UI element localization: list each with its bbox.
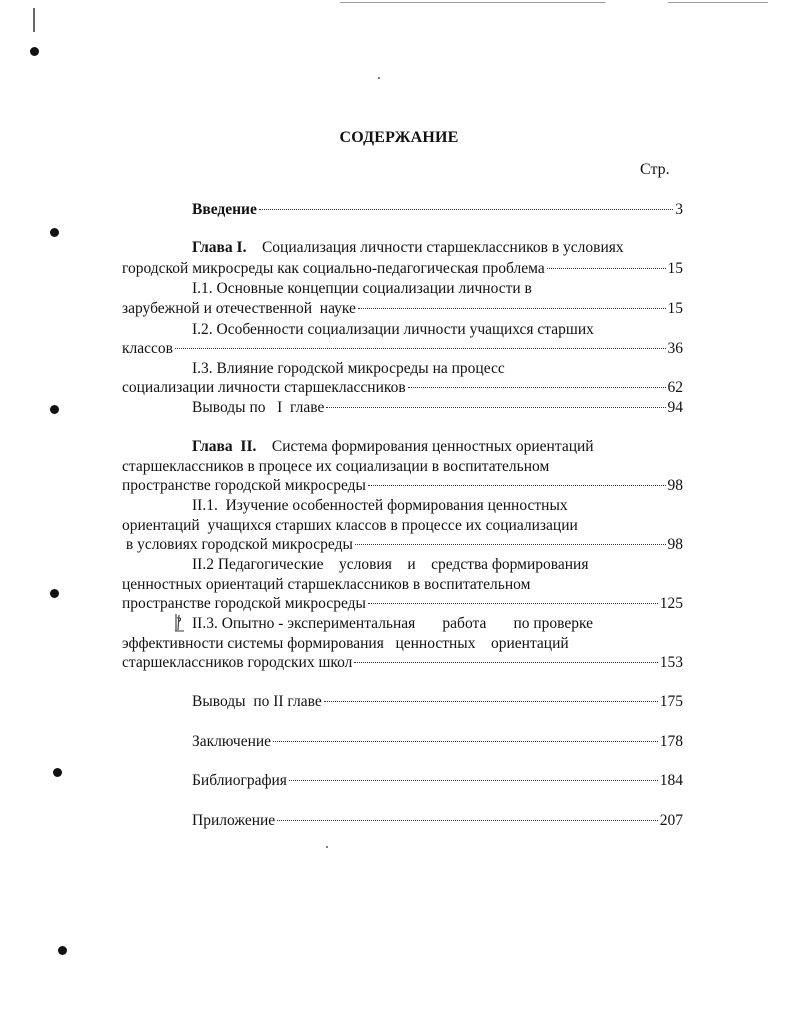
toc-entry-label: Введение — [192, 201, 257, 218]
dot-leader — [324, 701, 658, 702]
page-column-label: Стр. — [640, 161, 670, 178]
toc-page-number: 175 — [659, 693, 683, 710]
toc-section-1-2 — [192, 320, 594, 340]
binding-hole — [50, 228, 59, 237]
toc-entry-conclusion — [192, 732, 683, 752]
chapter-number: Глава I. — [192, 239, 247, 256]
toc-entry-label: Выводы по I главе — [192, 399, 325, 416]
toc-page-number: 98 — [667, 477, 683, 494]
toc-page-number: 98 — [667, 536, 683, 553]
dot-leader — [259, 209, 673, 210]
dot-leader — [273, 741, 658, 742]
scan-speck — [378, 77, 380, 79]
toc-page-number: 62 — [667, 379, 683, 396]
section-title-line: пространстве городской микросреды — [122, 595, 366, 612]
toc-section-1-1-end — [122, 299, 683, 319]
toc-chapter-1-conclusion — [192, 398, 683, 418]
toc-chapter-1-heading — [192, 238, 624, 258]
scan-speck — [326, 846, 328, 848]
dot-leader — [358, 308, 666, 309]
dot-leader — [326, 407, 665, 408]
toc-section-2-3-end — [122, 653, 683, 673]
chapter-number: Глава II. — [192, 438, 257, 455]
toc-entry-intro — [192, 200, 683, 220]
section-title-line: ориентаций учащихся старших классов в процессе их социализации — [122, 517, 578, 534]
toc-page-number: 153 — [659, 654, 683, 671]
dot-leader — [368, 485, 666, 486]
binding-hole — [53, 768, 62, 777]
toc-section-1-3-end — [122, 378, 683, 398]
section-title-line: эффективности системы формирования ценностных ориентаций — [122, 635, 569, 652]
binding-hole — [58, 946, 67, 955]
section-title-line: II.3. Опытно - экспериментальная работа по проверке — [192, 615, 594, 632]
toc-section-2-1-line — [122, 516, 578, 536]
toc-chapter-2-heading-line — [122, 457, 549, 477]
section-title-line: классов — [122, 340, 173, 357]
section-title-line: II.1. Изучение особенностей формирования ценностных — [192, 497, 568, 514]
chapter-title-line: Социализация личности старшеклассников в условиях — [261, 239, 624, 256]
toc-page-number: 184 — [659, 772, 683, 789]
dot-leader — [175, 348, 666, 349]
toc-chapter-1-heading-end — [122, 259, 683, 279]
section-title-line: ценностных ориентаций старшеклассников в воспитательном — [122, 576, 531, 593]
toc-entry-appendix — [192, 811, 683, 831]
toc-page-number: 94 — [667, 399, 683, 416]
toc-entry-label: Приложение — [192, 812, 276, 829]
section-title-line: в условиях городской микросреды — [122, 536, 353, 553]
binding-hole — [50, 405, 59, 414]
dot-leader — [277, 820, 658, 821]
toc-chapter-2-heading — [192, 437, 594, 457]
toc-page-number: 178 — [659, 733, 683, 750]
dot-leader — [547, 268, 666, 269]
toc-page-number: 36 — [667, 340, 683, 357]
binding-hole — [30, 47, 39, 56]
section-title-line: I.3. Влияние городской микросреды на процесс — [192, 360, 505, 377]
toc-section-2-2-end — [122, 594, 683, 614]
toc-chapter-2-conclusion — [192, 692, 683, 712]
toc-page-number: 15 — [667, 300, 683, 317]
toc-entry-label: Заключение — [192, 733, 272, 750]
section-title-line: I.1. Основные концепции социализации личности в — [192, 280, 532, 297]
toc-entry-label: Выводы по II главе — [192, 693, 322, 710]
toc-section-2-3-line — [122, 634, 569, 654]
dot-leader — [289, 780, 658, 781]
section-title-line: I.2. Особенности социализации личности учащихся старших — [192, 321, 594, 338]
binding-hole — [50, 589, 59, 598]
section-title-line: II.2 Педагогические условия и средства формирования — [192, 556, 589, 573]
toc-page-number: 207 — [659, 812, 683, 829]
toc-section-1-1 — [192, 279, 532, 299]
page-title: СОДЕРЖАНИЕ — [339, 129, 459, 146]
section-title-line: социализации личности старшеклассников — [122, 379, 406, 396]
toc-section-1-3 — [192, 359, 505, 379]
dot-leader — [355, 544, 666, 545]
toc-chapter-2-heading-end — [122, 476, 683, 496]
toc-entry-label: Библиография — [192, 772, 287, 789]
scan-top-line — [668, 2, 768, 3]
dot-leader — [408, 387, 666, 388]
dot-leader — [368, 603, 658, 604]
dot-leader — [354, 662, 657, 663]
toc-section-2-1-end — [122, 535, 683, 555]
toc-section-2-2-line — [122, 575, 530, 595]
scan-edge-mark — [33, 8, 35, 32]
toc-entry-bibliography — [192, 771, 683, 791]
chapter-title-line: Система формирования ценностных ориентаций — [271, 438, 594, 455]
handwritten-mark-icon — [173, 612, 185, 634]
scan-top-line — [340, 2, 605, 3]
chapter-title-line: городской микросреды как социально-педагогическая проблема — [122, 260, 545, 277]
toc-page-number: 15 — [667, 260, 683, 277]
toc-section-1-2-end — [122, 339, 683, 359]
chapter-title-line: старшеклассников в процесе их социализации в воспитательном — [122, 458, 550, 475]
toc-page-number: 125 — [659, 595, 683, 612]
section-title-line: зарубежной и отечественной науке — [122, 300, 356, 317]
section-title-line: старшеклассников городских школ — [122, 654, 353, 671]
chapter-title-line: пространстве городской микросреды — [122, 477, 366, 494]
toc-section-2-2 — [192, 555, 588, 575]
toc-page-number: 3 — [675, 201, 683, 218]
toc-section-2-1 — [192, 496, 568, 516]
toc-section-2-3 — [192, 614, 593, 634]
